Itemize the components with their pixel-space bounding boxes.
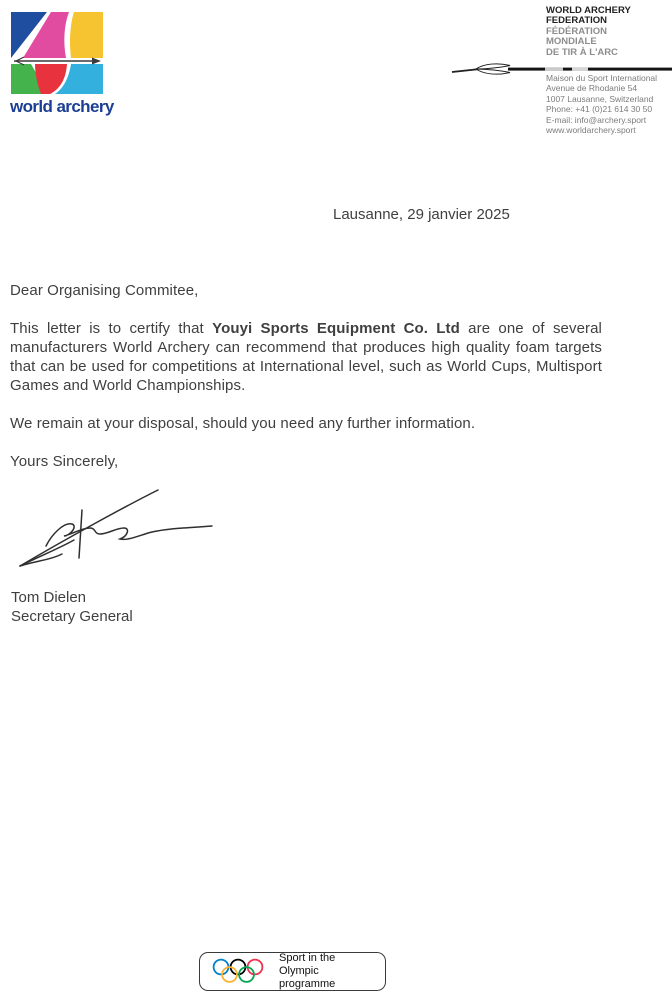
olympic-programme-badge xyxy=(199,952,386,991)
signatory-title: Secretary General xyxy=(11,608,133,625)
closing: Yours Sincerely, xyxy=(10,453,119,470)
badge-text xyxy=(279,952,377,991)
signatory-block xyxy=(11,588,133,626)
org-name-fr-line2: MONDIALE xyxy=(546,36,597,48)
company-name: Youyi Sports Equipment Co. Ltd xyxy=(212,320,460,337)
org-name-en-line1: WORLD ARCHERY xyxy=(546,5,631,16)
world-archery-bow-icon xyxy=(10,11,104,95)
address-website: www.worldarchery.sport xyxy=(546,125,636,136)
signatory-name: Tom Dielen xyxy=(11,589,87,606)
org-name-en xyxy=(546,6,672,27)
paragraph-text: This letter is to certify that xyxy=(10,320,213,337)
world-archery-logo xyxy=(10,11,114,117)
org-name-en-line2: FEDERATION xyxy=(546,15,608,27)
world-archery-wordmark: world archery xyxy=(10,97,114,116)
paragraph-text: are one of several manufacturers World Archery can recommend that produces high quality foam targets that can be used for competitions at International level, such as World Cups, Multisport Games and World Championships. xyxy=(10,320,602,394)
address-phone: Phone: +41 (0)21 614 30 50 xyxy=(546,104,653,115)
signature-icon xyxy=(16,484,216,574)
address-line: 1007 Lausanne, Switzerland xyxy=(546,93,654,104)
org-name-fr xyxy=(546,27,672,58)
date-line: Lausanne, 29 janvier 2025 xyxy=(333,206,510,223)
arrow-icon xyxy=(450,60,672,78)
badge-text-line2: Olympic programme xyxy=(279,965,336,990)
paragraph-disposal: We remain at your disposal, should you need any further information. xyxy=(10,415,476,432)
address-line: Maison du Sport International xyxy=(546,73,658,84)
org-name-fr-line1: FÉDÉRATION xyxy=(546,25,608,37)
address-line: Avenue de Rhodanie 54 xyxy=(546,83,638,94)
paragraph-certification xyxy=(10,319,602,395)
address-email: E-mail: info@archery.sport xyxy=(546,114,647,125)
badge-text-line1: Sport in the xyxy=(279,952,336,964)
org-name-fr-line3: DE TIR À L'ARC xyxy=(546,46,618,58)
letter-body xyxy=(10,281,602,490)
salutation: Dear Organising Commitee, xyxy=(10,282,199,299)
olympic-rings-icon xyxy=(212,957,270,986)
address-block xyxy=(546,73,672,135)
